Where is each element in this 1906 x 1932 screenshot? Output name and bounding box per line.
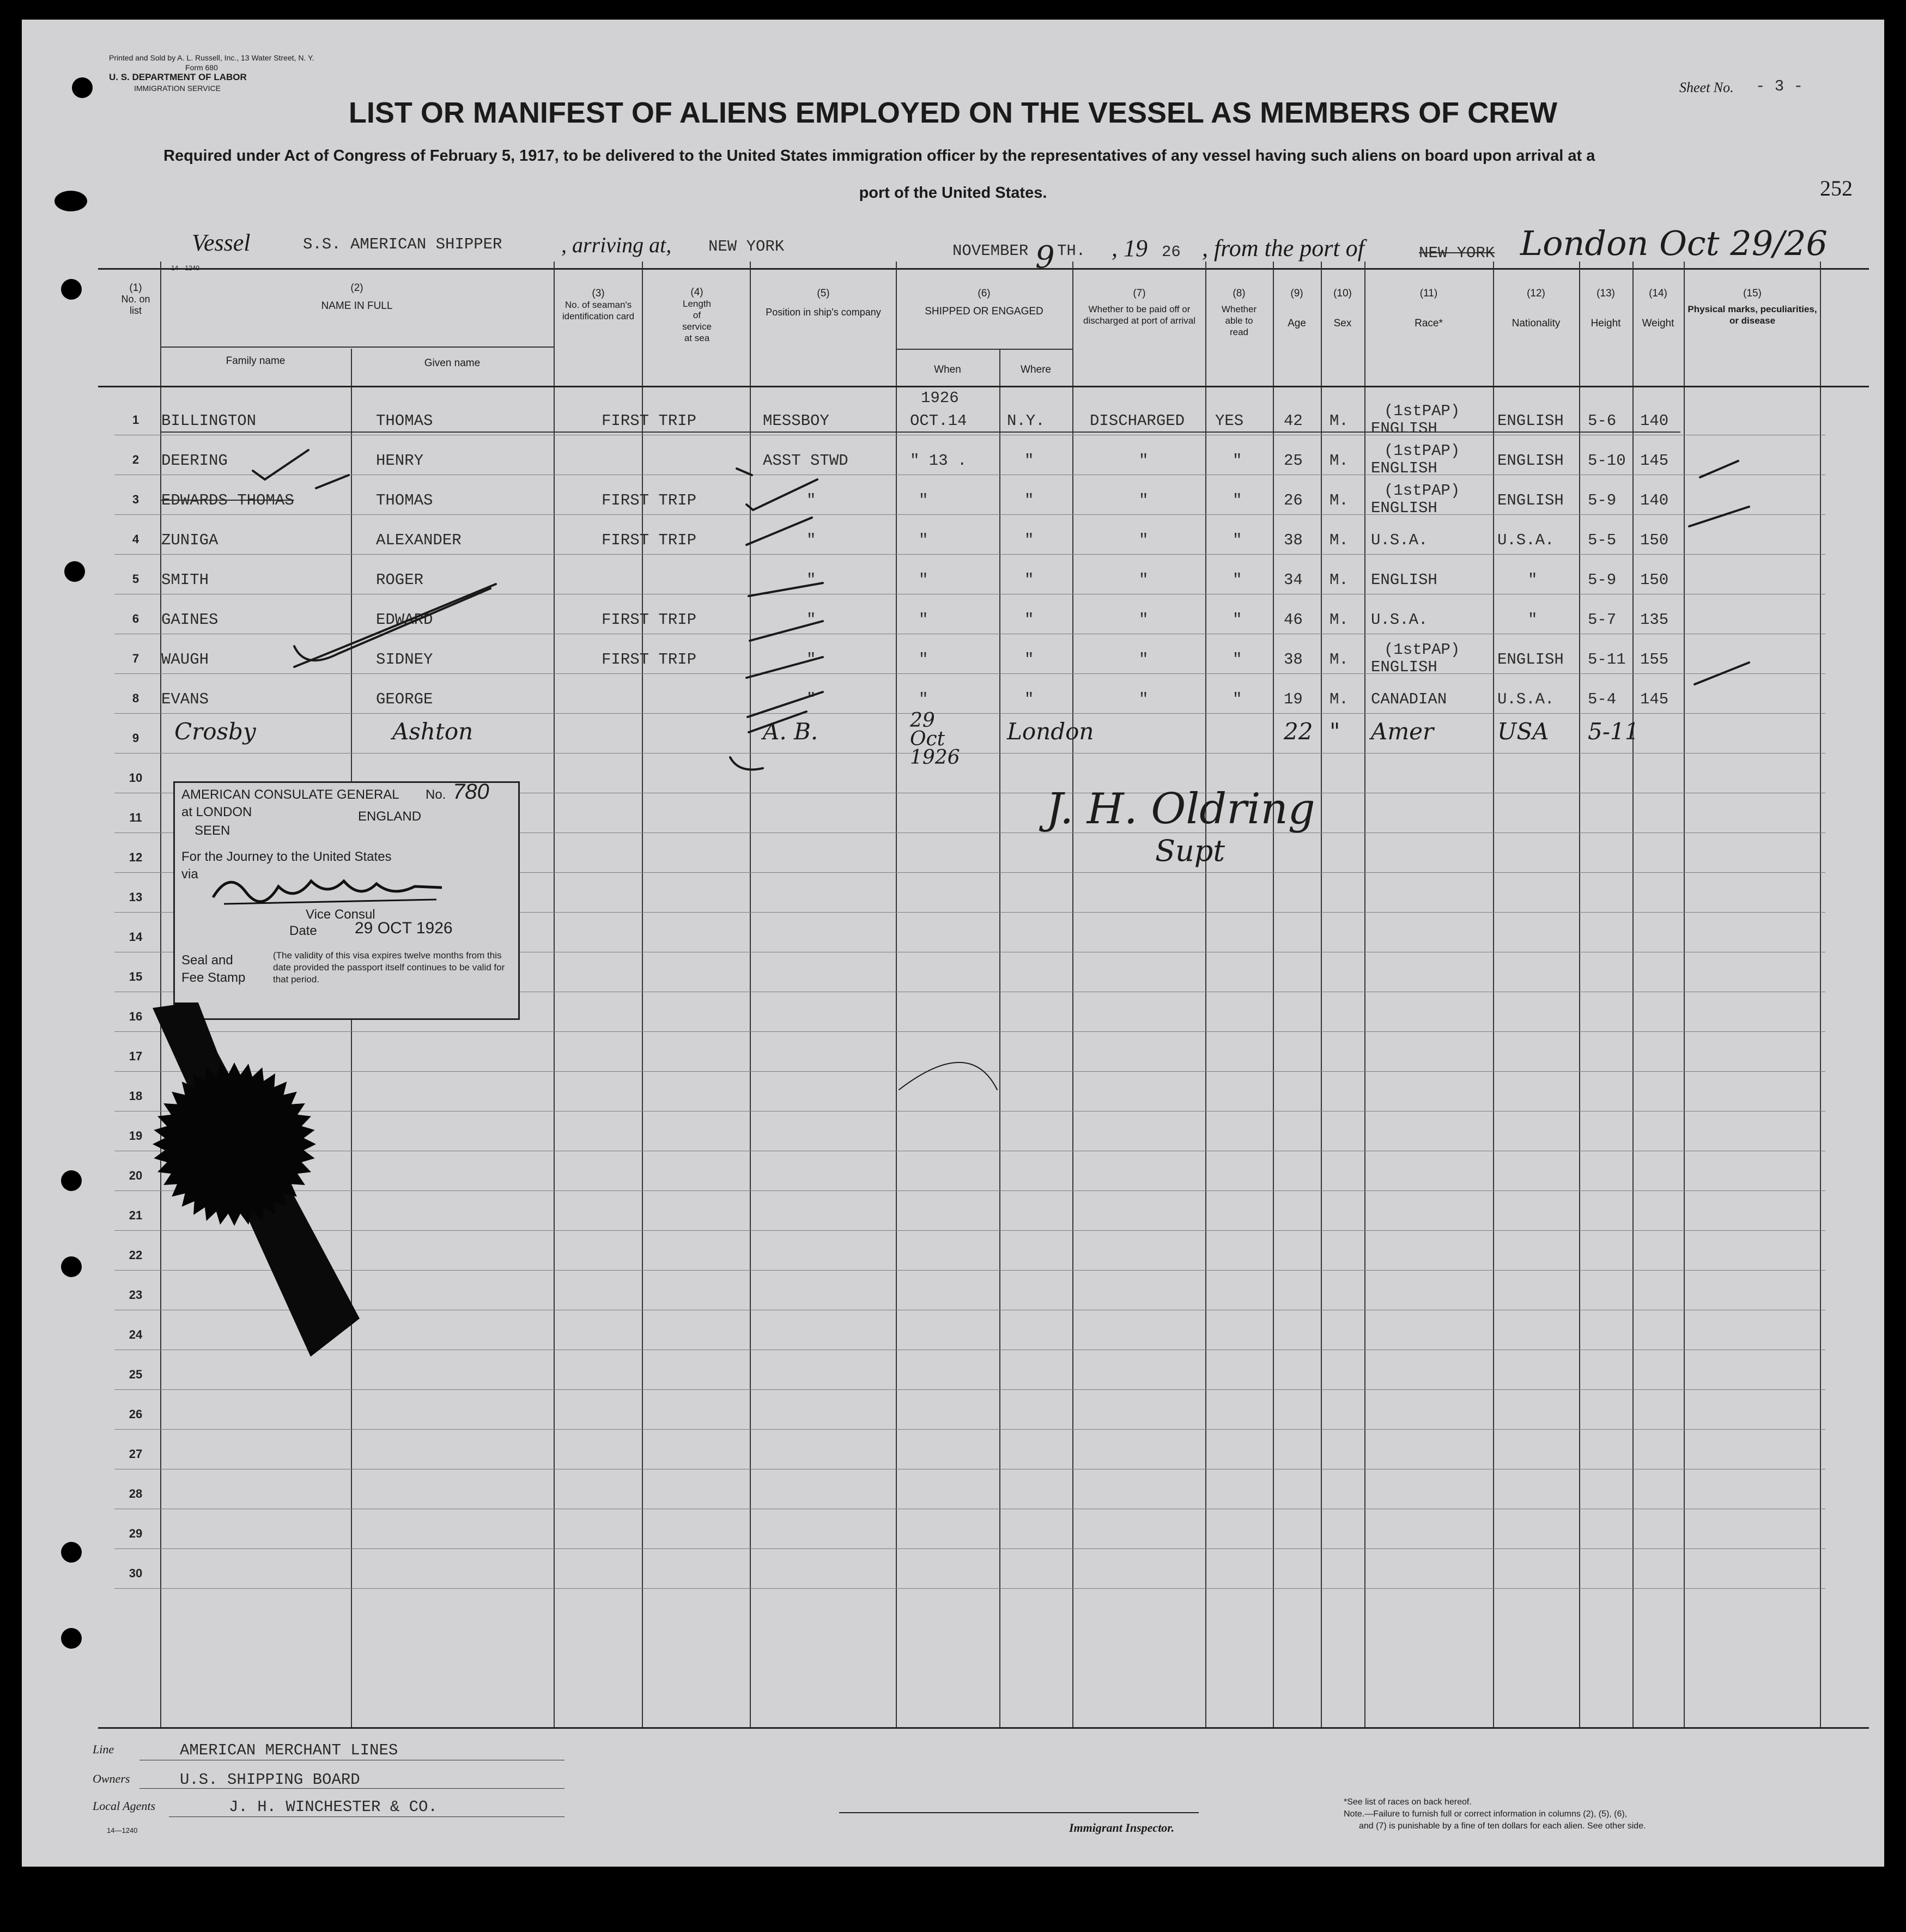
cell-weight: 140 bbox=[1640, 412, 1669, 430]
cell-shipped-where: N.Y. bbox=[1007, 412, 1045, 430]
check-mark-icon bbox=[746, 479, 817, 510]
stamp-date: 29 OCT 1926 bbox=[355, 919, 453, 937]
cell-able-to-read: " bbox=[1233, 571, 1242, 589]
cell-shipped-when: " bbox=[919, 571, 928, 589]
cell-shipped-when: " bbox=[919, 611, 928, 629]
cell-paid-off: " bbox=[1139, 611, 1149, 629]
cell-family-name: Crosby bbox=[174, 718, 256, 745]
stamp-validity-note: (The validity of this visa expires twelve months from this date provided the passport itself continues to be valid for that period. bbox=[273, 950, 505, 985]
cell-family-name: DEERING bbox=[161, 452, 228, 470]
check-mark-icon bbox=[730, 757, 763, 770]
sheet-label: Sheet No. bbox=[1679, 80, 1734, 95]
cell-given-name: THOMAS bbox=[376, 412, 433, 430]
row-number: 22 bbox=[129, 1248, 143, 1262]
cell-nationality: ENGLISH bbox=[1497, 491, 1564, 509]
cell-position: " bbox=[806, 611, 816, 629]
row-number: 27 bbox=[129, 1447, 143, 1461]
cell-shipped-where: " bbox=[1024, 491, 1034, 509]
cell-able-to-read: " bbox=[1233, 531, 1242, 549]
cell-height: 5-11 bbox=[1588, 718, 1640, 745]
cell-sex: M. bbox=[1330, 491, 1349, 509]
cell-given-name: ROGER bbox=[376, 571, 424, 589]
cell-family-name: EDWARDS THOMAS bbox=[161, 491, 294, 509]
wax-seal-icon bbox=[131, 1003, 392, 1362]
check-mark-icon bbox=[1700, 461, 1738, 477]
departure-port-handwritten: London Oct 29/26 bbox=[1520, 223, 1828, 263]
row-number: 17 bbox=[129, 1049, 143, 1063]
row-number: 9 bbox=[132, 731, 139, 745]
cell-position: " bbox=[806, 571, 816, 589]
check-mark-icon bbox=[1695, 663, 1749, 684]
cell-sex: M. bbox=[1330, 571, 1349, 589]
footer-agents-label: Local Agents bbox=[93, 1799, 156, 1813]
row-number: 10 bbox=[129, 771, 143, 785]
subtitle-line-2: port of the United States. bbox=[859, 184, 1047, 202]
check-mark-icon bbox=[748, 692, 823, 717]
cell-shipped-where: " bbox=[1024, 651, 1034, 669]
cell-weight: 135 bbox=[1640, 611, 1669, 629]
year-header: 1926 bbox=[921, 389, 959, 407]
cell-shipped-where: " bbox=[1024, 452, 1034, 470]
sheet-number: - 3 - bbox=[1756, 77, 1804, 95]
cell-shipped-where: " bbox=[1024, 531, 1034, 549]
cell-race: ENGLISH bbox=[1371, 420, 1437, 438]
row-number: 26 bbox=[129, 1407, 143, 1421]
row-number: 20 bbox=[129, 1169, 143, 1182]
subtitle-line-1: Required under Act of Congress of February 5, 1917, to be delivered to the United States immigration officer by the representatives of any vessel having such aliens on board upon arrival at a bbox=[163, 147, 1595, 165]
cell-paid-off: DISCHARGED bbox=[1090, 412, 1185, 430]
cell-shipped-where: " bbox=[1024, 611, 1034, 629]
cell-age: 26 bbox=[1284, 491, 1303, 509]
col-header-11: (11) Race* bbox=[1415, 288, 1443, 329]
department-name: U. S. DEPARTMENT OF LABOR bbox=[109, 72, 247, 82]
cell-position: " bbox=[806, 690, 816, 708]
col-header-2: (2) NAME IN FULL bbox=[321, 282, 393, 312]
cell-given-name: HENRY bbox=[376, 452, 424, 470]
cell-paid-off: " bbox=[1139, 491, 1149, 509]
col-header-10: (10) Sex bbox=[1333, 288, 1352, 329]
form-number: Form 680 bbox=[185, 63, 218, 72]
cell-position: ASST STWD bbox=[763, 452, 848, 470]
cell-nationality: ENGLISH bbox=[1497, 412, 1564, 430]
cell-id-card: FIRST TRIP bbox=[602, 611, 697, 629]
check-mark-icon bbox=[750, 621, 823, 641]
cell-race-note: (1stPAP) bbox=[1384, 641, 1460, 659]
cell-weight: 155 bbox=[1640, 651, 1669, 669]
footer-note-3: and (7) is punishable by a fine of ten dollars for each alien. See other side. bbox=[1359, 1821, 1646, 1831]
row-number: 18 bbox=[129, 1089, 143, 1103]
cell-id-card: FIRST TRIP bbox=[602, 412, 697, 430]
check-mark-icon bbox=[737, 469, 752, 475]
row-number: 16 bbox=[129, 1010, 143, 1023]
cell-nationality: " bbox=[1528, 571, 1538, 589]
footer-line-label: Line bbox=[93, 1742, 114, 1756]
cell-height: 5-11 bbox=[1588, 651, 1626, 669]
cell-race: U.S.A. bbox=[1371, 531, 1428, 549]
row-number: 30 bbox=[129, 1566, 143, 1580]
arrival-port: NEW YORK bbox=[708, 238, 785, 256]
cell-shipped-when: " bbox=[919, 690, 928, 708]
cell-family-name: BILLINGTON bbox=[161, 412, 257, 430]
cell-able-to-read: " bbox=[1233, 651, 1242, 669]
row-number: 25 bbox=[129, 1368, 143, 1381]
check-mark-icon bbox=[1689, 507, 1749, 526]
year-suffix: 26 bbox=[1162, 243, 1181, 261]
cell-able-to-read: " bbox=[1233, 491, 1242, 509]
cell-race: Amer bbox=[1371, 718, 1434, 745]
footer-owners-label: Owners bbox=[93, 1772, 130, 1785]
row-number: 3 bbox=[132, 493, 139, 506]
arrival-day: 9 bbox=[1035, 240, 1055, 275]
col-header-given-name: Given name bbox=[424, 357, 481, 369]
cell-shipped-when: " bbox=[919, 531, 928, 549]
cell-sex: M. bbox=[1330, 531, 1349, 549]
col-header-6: (6) SHIPPED OR ENGAGED bbox=[925, 288, 1043, 317]
table-bottom-border bbox=[98, 1727, 1869, 1729]
stamp-seen: SEEN bbox=[195, 823, 230, 838]
check-mark-icon bbox=[749, 583, 823, 596]
cell-sex: " bbox=[1330, 718, 1340, 745]
col-header-15: (15) Physical marks, peculiarities, or disease bbox=[1688, 288, 1817, 326]
col-header-3: (3) No. of seaman's identification card bbox=[562, 288, 635, 321]
cell-age: 38 bbox=[1284, 651, 1303, 669]
cell-shipped-when: " bbox=[919, 651, 928, 669]
page-number: 252 bbox=[1820, 176, 1853, 201]
row-number: 15 bbox=[129, 970, 143, 983]
row-number: 12 bbox=[129, 850, 143, 864]
cell-position: " bbox=[806, 491, 816, 509]
footer-form-code: 14—1240 bbox=[107, 1826, 138, 1834]
consul-signature-icon bbox=[208, 865, 447, 914]
cell-sex: M. bbox=[1330, 412, 1349, 430]
cell-position: MESSBOY bbox=[763, 412, 829, 430]
col-header-when: When bbox=[934, 364, 961, 375]
col-header-14: (14) Weight bbox=[1642, 288, 1674, 329]
cell-weight: 145 bbox=[1640, 690, 1669, 708]
row-number: 19 bbox=[129, 1129, 143, 1143]
cell-nationality: ENGLISH bbox=[1497, 651, 1564, 669]
row-number: 28 bbox=[129, 1487, 143, 1500]
footer-rule bbox=[139, 1788, 564, 1789]
departure-port-typed: NEW YORK bbox=[1419, 244, 1495, 262]
cell-sex: M. bbox=[1330, 651, 1349, 669]
cell-age: 25 bbox=[1284, 452, 1303, 470]
col-header-12: (12) Nationality bbox=[1512, 288, 1561, 329]
consulate-visa-stamp bbox=[173, 781, 520, 1020]
service-name: IMMIGRATION SERVICE bbox=[134, 84, 221, 93]
cell-race: ENGLISH bbox=[1371, 499, 1437, 517]
col-header-5: (5) Position in ship's company bbox=[766, 288, 881, 318]
form-code: 14—1240 bbox=[171, 264, 200, 272]
cell-shipped-when: OCT.14 bbox=[910, 412, 967, 430]
stamp-date-label: Date bbox=[289, 924, 317, 938]
row-number: 21 bbox=[129, 1208, 143, 1222]
cell-height: 5-6 bbox=[1588, 412, 1617, 430]
check-mark-icon bbox=[253, 450, 308, 479]
row-number: 8 bbox=[132, 691, 139, 705]
from-port-label: , from the port of bbox=[1202, 235, 1364, 262]
row-number: 13 bbox=[129, 890, 143, 904]
col-header-7: (7) Whether to be paid off or discharged at port of arrival bbox=[1083, 288, 1195, 326]
row-number: 11 bbox=[129, 811, 142, 824]
cell-age: 22 bbox=[1284, 718, 1313, 745]
stamp-via: via bbox=[181, 867, 198, 882]
cell-given-name: THOMAS bbox=[376, 491, 433, 509]
cell-able-to-read: YES bbox=[1215, 412, 1244, 430]
cell-height: 5-4 bbox=[1588, 690, 1617, 708]
cell-family-name: SMITH bbox=[161, 571, 209, 589]
cell-race-note: (1stPAP) bbox=[1384, 482, 1460, 500]
master-signature-title: Supt bbox=[1155, 834, 1225, 868]
cell-position: A. B. bbox=[763, 718, 818, 745]
row-number: 24 bbox=[129, 1328, 143, 1341]
row-number: 29 bbox=[129, 1527, 143, 1540]
cell-able-to-read: " bbox=[1233, 690, 1242, 708]
cell-nationality: " bbox=[1528, 611, 1538, 629]
cell-given-name: EDWARD bbox=[376, 611, 433, 629]
cell-shipped-when: 29 Oct 1926 bbox=[910, 709, 960, 769]
cell-weight: 150 bbox=[1640, 571, 1669, 589]
cell-sex: M. bbox=[1330, 452, 1349, 470]
cell-race: ENGLISH bbox=[1371, 571, 1437, 589]
col-header-family-name: Family name bbox=[226, 355, 286, 367]
stamp-number: 780 bbox=[453, 780, 489, 804]
check-mark-icon bbox=[294, 584, 496, 667]
row-number: 5 bbox=[132, 572, 139, 586]
inspector-signature-line bbox=[839, 1812, 1199, 1813]
cell-able-to-read: " bbox=[1233, 611, 1242, 629]
pencil-mark bbox=[899, 1062, 997, 1090]
stamp-line-2: at LONDON bbox=[181, 805, 252, 819]
cell-able-to-read: " bbox=[1233, 452, 1242, 470]
col-header-4: (4) Length of service at sea bbox=[682, 287, 712, 343]
cell-race: ENGLISH bbox=[1371, 459, 1437, 477]
cell-height: 5-9 bbox=[1588, 491, 1617, 509]
cell-weight: 140 bbox=[1640, 491, 1669, 509]
cell-height: 5-9 bbox=[1588, 571, 1617, 589]
cell-id-card: FIRST TRIP bbox=[602, 491, 697, 509]
cell-paid-off: " bbox=[1139, 690, 1149, 708]
cell-race-note: (1stPAP) bbox=[1384, 442, 1460, 460]
check-mark-icon bbox=[316, 475, 349, 488]
row-number: 1 bbox=[132, 413, 139, 427]
footer-rule bbox=[169, 1816, 564, 1817]
col-header-1: (1) No. on list bbox=[121, 282, 150, 316]
cell-family-name: EVANS bbox=[161, 690, 209, 708]
arrival-month: NOVEMBER bbox=[952, 242, 1029, 260]
cell-shipped-when: " 13 . bbox=[910, 452, 967, 470]
cell-height: 5-7 bbox=[1588, 611, 1617, 629]
cell-given-name: Ashton bbox=[392, 718, 474, 745]
cell-age: 19 bbox=[1284, 690, 1303, 708]
footer-owners-value: U.S. SHIPPING BOARD bbox=[180, 1771, 360, 1789]
col-header-9: (9) Age bbox=[1288, 288, 1306, 329]
row-number: 4 bbox=[132, 532, 139, 546]
cell-paid-off: " bbox=[1139, 452, 1149, 470]
cell-shipped-when: " bbox=[919, 491, 928, 509]
cell-sex: M. bbox=[1330, 611, 1349, 629]
cell-race-note: (1stPAP) bbox=[1384, 402, 1460, 420]
cell-age: 46 bbox=[1284, 611, 1303, 629]
master-signature: J. H. Oldring bbox=[1046, 785, 1315, 834]
cell-nationality: USA bbox=[1497, 718, 1549, 745]
vessel-name: S.S. AMERICAN SHIPPER bbox=[303, 235, 502, 253]
stamp-no-label: No. bbox=[426, 787, 446, 802]
cell-age: 34 bbox=[1284, 571, 1303, 589]
stamp-seal-label: Seal and bbox=[181, 953, 233, 968]
cell-paid-off: " bbox=[1139, 531, 1149, 549]
cell-given-name: ALEXANDER bbox=[376, 531, 462, 549]
stamp-line-2b: ENGLAND bbox=[358, 809, 422, 824]
col-header-13: (13) Height bbox=[1591, 288, 1621, 329]
cell-height: 5-10 bbox=[1588, 452, 1626, 470]
vessel-label: Vessel bbox=[192, 229, 251, 256]
cell-family-name: ZUNIGA bbox=[161, 531, 218, 549]
cell-age: 38 bbox=[1284, 531, 1303, 549]
cell-height: 5-5 bbox=[1588, 531, 1617, 549]
cell-nationality: U.S.A. bbox=[1497, 690, 1555, 708]
footer-line-value: AMERICAN MERCHANT LINES bbox=[180, 1741, 398, 1759]
cell-shipped-where: " bbox=[1024, 571, 1034, 589]
footer-agents-value: J. H. WINCHESTER & CO. bbox=[229, 1798, 438, 1816]
cell-weight: 145 bbox=[1640, 452, 1669, 470]
cell-sex: M. bbox=[1330, 690, 1349, 708]
year-prefix: , 19 bbox=[1112, 235, 1148, 262]
stamp-vice-consul: Vice Consul bbox=[306, 907, 375, 922]
cell-given-name: GEORGE bbox=[376, 690, 433, 708]
cell-shipped-where: London bbox=[1007, 718, 1094, 745]
cell-family-name: WAUGH bbox=[161, 651, 209, 669]
cell-race: CANADIAN bbox=[1371, 690, 1447, 708]
cell-race: U.S.A. bbox=[1371, 611, 1428, 629]
cell-age: 42 bbox=[1284, 412, 1303, 430]
row-number: 7 bbox=[132, 652, 139, 665]
arrival-day-suffix: TH. bbox=[1057, 242, 1086, 260]
cell-paid-off: " bbox=[1139, 571, 1149, 589]
cell-id-card: FIRST TRIP bbox=[602, 651, 697, 669]
row-number: 23 bbox=[129, 1288, 143, 1302]
cell-shipped-where: " bbox=[1024, 690, 1034, 708]
check-mark-icon bbox=[746, 657, 823, 678]
cell-id-card: FIRST TRIP bbox=[602, 531, 697, 549]
page-title: LIST OR MANIFEST OF ALIENS EMPLOYED ON THE VESSEL AS MEMBERS OF CREW bbox=[348, 96, 1558, 129]
stamp-line-1: AMERICAN CONSULATE GENERAL bbox=[181, 787, 399, 802]
cell-nationality: ENGLISH bbox=[1497, 452, 1564, 470]
row-number: 6 bbox=[132, 612, 139, 625]
stamp-fee-label: Fee Stamp bbox=[181, 970, 246, 985]
footer-note-1: *See list of races on back hereof. bbox=[1344, 1797, 1472, 1807]
row-number: 14 bbox=[129, 930, 143, 944]
printer-imprint: Printed and Sold by A. L. Russell, Inc., 13 Water Street, N. Y. bbox=[109, 53, 314, 62]
col-header-8: (8) Whether able to read bbox=[1221, 288, 1257, 337]
cell-paid-off: " bbox=[1139, 651, 1149, 669]
cell-weight: 150 bbox=[1640, 531, 1669, 549]
cell-position: " bbox=[806, 651, 816, 669]
cell-family-name: GAINES bbox=[161, 611, 218, 629]
immigrant-inspector-label: Immigrant Inspector. bbox=[1069, 1821, 1175, 1834]
cell-position: " bbox=[806, 531, 816, 549]
arriving-label: , arriving at, bbox=[561, 233, 672, 257]
footer-note-2: Note.—Failure to furnish full or correct information in columns (2), (5), (6), bbox=[1344, 1809, 1628, 1819]
stamp-journey: For the Journey to the United States bbox=[181, 849, 392, 864]
col-header-where: Where bbox=[1021, 364, 1051, 375]
cell-race: ENGLISH bbox=[1371, 658, 1437, 676]
row-number: 2 bbox=[132, 453, 139, 466]
cell-nationality: U.S.A. bbox=[1497, 531, 1555, 549]
cell-given-name: SIDNEY bbox=[376, 651, 433, 669]
check-mark-icon bbox=[746, 518, 812, 545]
